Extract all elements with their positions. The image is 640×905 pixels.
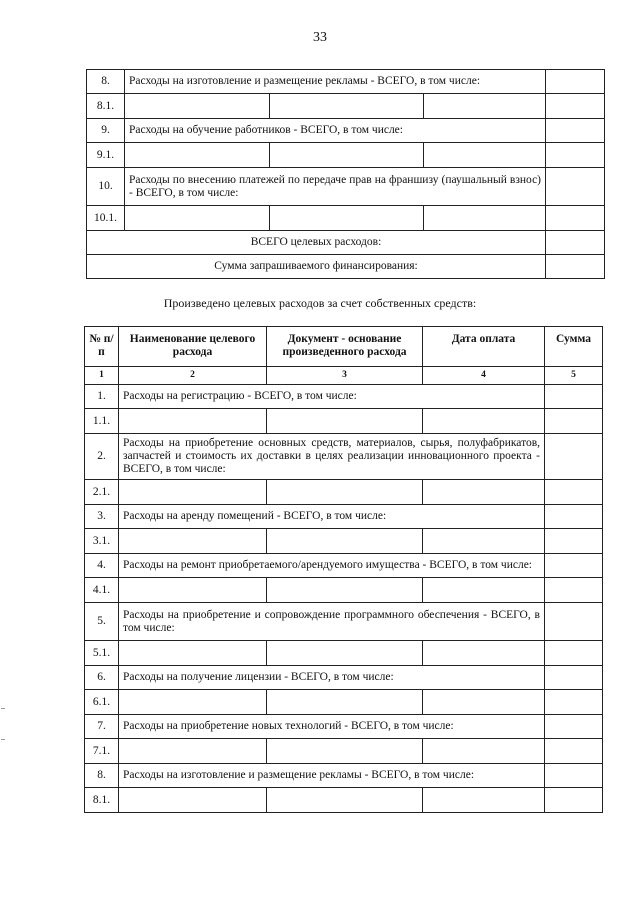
empty-cell [119,739,267,764]
empty-cell [119,641,267,666]
sum-cell [545,385,603,409]
table-row [85,480,603,505]
empty-cell [267,690,423,715]
sum-cell [545,480,603,505]
row-number: 10.1. [87,206,125,231]
sum-cell [545,434,603,480]
sum-cell [545,409,603,434]
table-row [85,578,603,603]
table-row [85,739,603,764]
header-payment-date: Дата оплата [423,327,545,367]
total-label: ВСЕГО целевых расходов: [87,231,546,255]
section-title: Расходы на ремонт приобретаемого/арендуемого имущества - ВСЕГО, в том числе: [119,554,545,578]
empty-cell [119,578,267,603]
table-row [85,715,603,739]
sum-cell [545,739,603,764]
section-title: Расходы на обучение работников - ВСЕГО, в том числе: [125,119,546,143]
section-title: Расходы на регистрацию - ВСЕГО, в том числе: [119,385,545,409]
total-value-cell [546,255,605,279]
sum-cell [545,715,603,739]
expenses-table-continued [86,69,605,279]
table-header-row [85,327,603,367]
table-row [85,690,603,715]
row-number: 2.1. [85,480,119,505]
empty-cell [125,94,270,119]
empty-cell [423,529,545,554]
empty-cell [270,94,424,119]
sum-cell [545,788,603,813]
table-row [85,385,603,409]
row-number: 7.1. [85,739,119,764]
header-expense-name: Наименование целевого расхода [119,327,267,367]
row-number: 8. [85,764,119,788]
sum-cell [545,578,603,603]
empty-cell [270,206,424,231]
row-number: 8. [87,70,125,94]
table-row [87,119,605,143]
section-title: Расходы на приобретение основных средств, материалов, сырья, полуфабрикатов, запчастей и стоимость их доставки в целях реализации инновационного проекта - ВСЕГО, в том числе: [119,434,545,480]
sum-cell [545,554,603,578]
row-number: 4.1. [85,578,119,603]
sum-cell [546,206,605,231]
empty-cell [119,480,267,505]
row-number: 3.1. [85,529,119,554]
column-number-row [85,367,603,385]
row-number: 1.1. [85,409,119,434]
section-title: Расходы на приобретение новых технологий - ВСЕГО, в том числе: [119,715,545,739]
row-number: 4. [85,554,119,578]
section-title: Расходы на изготовление и размещение рекламы - ВСЕГО, в том числе: [119,764,545,788]
empty-cell [119,690,267,715]
empty-cell [267,739,423,764]
sum-cell [545,690,603,715]
empty-cell [423,578,545,603]
sum-cell [545,603,603,641]
empty-cell [267,529,423,554]
empty-cell [119,788,267,813]
section-title: Расходы на изготовление и размещение рекламы - ВСЕГО, в том числе: [125,70,546,94]
table-row [85,641,603,666]
table-row [85,788,603,813]
col-number-3: 3 [267,367,423,385]
row-number: 8.1. [85,788,119,813]
row-number: 3. [85,505,119,529]
table-row [85,529,603,554]
empty-cell [423,641,545,666]
sum-cell [546,70,605,94]
empty-cell [423,739,545,764]
empty-cell [423,788,545,813]
empty-cell [119,529,267,554]
page-number: 33 [313,30,327,45]
row-number: 6.1. [85,690,119,715]
table-row [87,168,605,206]
empty-cell [423,480,545,505]
sum-cell [545,666,603,690]
empty-cell [267,480,423,505]
row-number: 2. [85,434,119,480]
header-document: Документ - основание произведенного расхода [267,327,423,367]
row-number: 7. [85,715,119,739]
table-row [85,434,603,480]
sum-cell [545,764,603,788]
row-number: 9.1. [87,143,125,168]
table-row [87,70,605,94]
section-title: Расходы на приобретение и сопровождение программного обеспечения - ВСЕГО, в том числе: [119,603,545,641]
section-title: Расходы на получение лицензии - ВСЕГО, в том числе: [119,666,545,690]
empty-cell [424,206,546,231]
table-row [87,255,605,279]
table-row [85,409,603,434]
sum-cell [546,143,605,168]
table-row [87,94,605,119]
empty-cell [423,409,545,434]
total-value-cell [546,231,605,255]
empty-cell [119,409,267,434]
table-row [85,603,603,641]
margin-mark [1,739,5,740]
table-row [85,764,603,788]
col-number-4: 4 [423,367,545,385]
section-title: Расходы по внесению платежей по передаче прав на франшизу (паушальный взнос) - ВСЕГО, в том числе: [125,168,546,206]
empty-cell [267,641,423,666]
empty-cell [423,690,545,715]
empty-cell [125,206,270,231]
table-row [85,505,603,529]
col-number-1: 1 [85,367,119,385]
row-number: 6. [85,666,119,690]
empty-cell [267,409,423,434]
total-label: Сумма запрашиваемого финансирования: [87,255,546,279]
empty-cell [125,143,270,168]
row-number: 9. [87,119,125,143]
col-number-5: 5 [545,367,603,385]
sum-cell [545,529,603,554]
section-title: Расходы на аренду помещений - ВСЕГО, в том числе: [119,505,545,529]
empty-cell [424,94,546,119]
empty-cell [267,578,423,603]
sum-cell [546,119,605,143]
empty-cell [424,143,546,168]
sum-cell [546,94,605,119]
sum-cell [545,641,603,666]
row-number: 10. [87,168,125,206]
header-number: № п/п [85,327,119,367]
margin-mark [1,708,5,709]
row-number: 5.1. [85,641,119,666]
row-number: 1. [85,385,119,409]
row-number: 5. [85,603,119,641]
empty-cell [267,788,423,813]
empty-cell [270,143,424,168]
header-sum: Сумма [545,327,603,367]
table-row [87,143,605,168]
sum-cell [546,168,605,206]
table-row [87,206,605,231]
own-funds-expenses-table [84,326,603,813]
own-funds-caption: Произведено целевых расходов за счет собственных средств: [163,296,477,310]
col-number-2: 2 [119,367,267,385]
table-row [85,554,603,578]
table-row [87,231,605,255]
table-row [85,666,603,690]
row-number: 8.1. [87,94,125,119]
sum-cell [545,505,603,529]
